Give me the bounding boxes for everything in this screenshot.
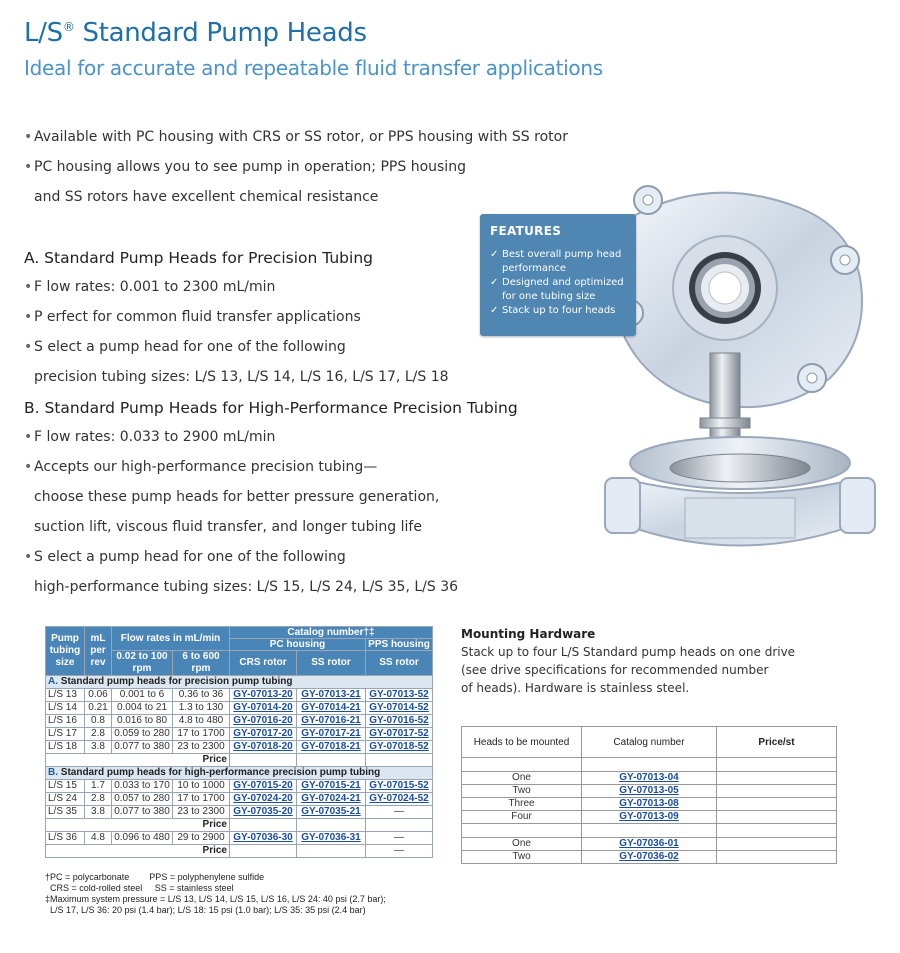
table-row: Two GY-07013-05 [462, 785, 837, 798]
catalog-link[interactable]: GY-07015-21 [297, 780, 366, 793]
table-row: L/S 13 0.06 0.001 to 6 0.36 to 36 GY-07013-20 GY-07013-21 GY-07013-52 [46, 689, 433, 702]
catalog-link[interactable]: GY-07016-20 [230, 715, 297, 728]
feature-item: ✓ Stack up to four heads [490, 305, 616, 316]
col-pc-housing: PC housing [230, 639, 366, 651]
intro-bullet-2-cont: and SS rotors have excellent chemical resistance [34, 189, 379, 205]
catalog-link[interactable]: GY-07017-20 [230, 728, 297, 741]
catalog-link[interactable]: GY-07035-21 [297, 806, 366, 819]
catalog-link[interactable]: GY-07036-01 [582, 838, 717, 851]
intro-bullet-2: • PC housing allows you to see pump in operation; PPS housing [24, 159, 466, 175]
section-a-row: A. Standard pump heads for precision pump tubing [46, 676, 433, 689]
col-flow-high: 6 to 600 rpm [173, 651, 230, 676]
catalog-link[interactable]: GY-07036-02 [582, 851, 717, 864]
catalog-link[interactable]: GY-07016-52 [366, 715, 433, 728]
features-title: FEATURES [490, 224, 562, 238]
section-b-heading: B. Standard Pump Heads for High-Performance Precision Tubing [24, 399, 518, 417]
pump-heads-table [45, 626, 433, 858]
check-icon: ✓ [490, 277, 499, 288]
catalog-link[interactable]: GY-07024-52 [366, 793, 433, 806]
section-a-bullet-1: • F low rates: 0.001 to 2300 mL/min [24, 279, 276, 295]
col-crs-rotor: CRS rotor [230, 651, 297, 676]
col-flow-low: 0.02 to 100 rpm [112, 651, 173, 676]
col-flow-rates: Flow rates in mL/min [112, 627, 230, 651]
catalog-link[interactable]: GY-07016-21 [297, 715, 366, 728]
col-ml-per-rev: mL per rev [85, 627, 112, 676]
mounting-hardware-table [461, 726, 837, 864]
col-ss-rotor: SS rotor [297, 651, 366, 676]
catalog-link[interactable]: GY-07013-05 [582, 785, 717, 798]
section-b-bullet-2-cont-2: suction lift, viscous fluid transfer, and longer tubing life [34, 519, 422, 535]
catalog-link[interactable]: GY-07015-20 [230, 780, 297, 793]
catalog-link[interactable]: GY-07013-04 [582, 772, 717, 785]
table-row: One GY-07036-01 [462, 838, 837, 851]
catalog-link[interactable]: GY-07014-20 [230, 702, 297, 715]
footnote-line: †PC = polycarbonate PPS = polyphenylene sulfide [45, 872, 265, 882]
section-b-bullet-2-cont-1: choose these pump heads for better pressure generation, [34, 489, 440, 505]
section-b-bullet-1: • F low rates: 0.033 to 2900 mL/min [24, 429, 276, 445]
catalog-link[interactable]: GY-07036-31 [297, 832, 366, 845]
feature-item: ✓ Best overall pump head performance [490, 249, 622, 274]
mounting-text-line: Stack up to four L/S Standard pump heads on one drive [461, 645, 796, 659]
table-footnotes [45, 872, 386, 916]
page-subtitle: Ideal for accurate and repeatable fluid transfer applications [24, 56, 603, 80]
section-b-bullet-3: • S elect a pump head for one of the following [24, 549, 346, 565]
catalog-link[interactable]: GY-07018-52 [366, 741, 433, 754]
features-callout [480, 214, 636, 336]
catalog-link[interactable]: GY-07013-09 [582, 811, 717, 824]
catalog-link[interactable]: GY-07013-52 [366, 689, 433, 702]
catalog-link[interactable]: GY-07014-21 [297, 702, 366, 715]
page-title: L/S® Standard Pump Heads [24, 18, 367, 48]
catalog-link[interactable]: GY-07013-20 [230, 689, 297, 702]
col-pump-tubing-size: Pump tubing size [46, 627, 85, 676]
col-catalog-number: Catalog number†‡ [230, 627, 433, 639]
table-row: One GY-07013-04 [462, 772, 837, 785]
unavailable-dash: — [366, 845, 433, 858]
table-row: L/S 14 0.21 0.004 to 21 1.3 to 130 GY-07014-20 GY-07014-21 GY-07014-52 [46, 702, 433, 715]
section-a-heading: A. Standard Pump Heads for Precision Tubing [24, 249, 373, 267]
footnote-line: ‡Maximum system pressure = L/S 13, L/S 14, L/S 15, L/S 16, L/S 24: 40 psi (2.7 bar); [45, 894, 386, 904]
table-row: Four GY-07013-09 [462, 811, 837, 824]
table-row: L/S 35 3.8 0.077 to 380 23 to 2300 GY-07035-20 GY-07035-21 — [46, 806, 433, 819]
catalog-link[interactable]: GY-07024-20 [230, 793, 297, 806]
price-row: Price — [46, 845, 433, 858]
table-row: L/S 17 2.8 0.059 to 280 17 to 1700 GY-07017-20 GY-07017-21 GY-07017-52 [46, 728, 433, 741]
section-a-bullet-3-cont: precision tubing sizes: L/S 13, L/S 14, L/S 16, L/S 17, L/S 18 [34, 369, 449, 385]
catalog-link[interactable]: GY-07024-21 [297, 793, 366, 806]
section-b-row: B. Standard pump heads for high-performance precision pump tubing [46, 767, 433, 780]
mounting-text-line: of heads). Hardware is stainless steel. [461, 681, 690, 695]
footnote-line: CRS = cold-rolled steel SS = stainless steel [45, 883, 234, 893]
catalog-link[interactable]: GY-07013-21 [297, 689, 366, 702]
col-pps-ss-rotor: SS rotor [366, 651, 433, 676]
registered-mark: ® [62, 20, 75, 34]
col-pps-housing: PPS housing [366, 639, 433, 651]
unavailable-dash: — [366, 806, 433, 819]
table-row: L/S 24 2.8 0.057 to 280 17 to 1700 GY-07024-20 GY-07024-21 GY-07024-52 [46, 793, 433, 806]
col-catalog-number: Catalog number [582, 727, 717, 758]
table-row: Two GY-07036-02 [462, 851, 837, 864]
section-b-bullet-2: • Accepts our high-performance precision tubing— [24, 459, 378, 475]
col-price: Price/st [717, 727, 837, 758]
intro-bullet-1: • Available with PC housing with CRS or SS rotor, or PPS housing with SS rotor [24, 129, 568, 145]
mounting-hardware-title: Mounting Hardware [461, 627, 596, 641]
catalog-link[interactable]: GY-07013-08 [582, 798, 717, 811]
mounting-text-line: (see drive specifications for recommended number [461, 663, 769, 677]
catalog-link[interactable]: GY-07015-52 [366, 780, 433, 793]
catalog-link[interactable]: GY-07018-20 [230, 741, 297, 754]
check-icon: ✓ [490, 249, 499, 260]
catalog-link[interactable]: GY-07018-21 [297, 741, 366, 754]
footnote-line: L/S 17, L/S 36: 20 psi (1.4 bar); L/S 18: 15 psi (1.0 bar); L/S 35: 35 psi (2.4 bar) [45, 905, 366, 915]
price-row: Price [46, 819, 433, 832]
price-row: Price [46, 754, 433, 767]
table-row: Three GY-07013-08 [462, 798, 837, 811]
table-row: L/S 18 3.8 0.077 to 380 23 to 2300 GY-07018-20 GY-07018-21 GY-07018-52 [46, 741, 433, 754]
features-list [490, 248, 630, 318]
catalog-link[interactable]: GY-07017-52 [366, 728, 433, 741]
section-a-bullet-3: • S elect a pump head for one of the following [24, 339, 346, 355]
catalog-link[interactable]: GY-07035-20 [230, 806, 297, 819]
check-icon: ✓ [490, 305, 499, 316]
section-b-bullet-3-cont: high-performance tubing sizes: L/S 15, L/S 24, L/S 35, L/S 36 [34, 579, 459, 595]
catalog-link[interactable]: GY-07036-30 [230, 832, 297, 845]
col-heads-to-be-mounted: Heads to be mounted [462, 727, 582, 758]
unavailable-dash: — [366, 832, 433, 845]
table-row: L/S 15 1.7 0.033 to 170 10 to 1000 GY-07015-20 GY-07015-21 GY-07015-52 [46, 780, 433, 793]
feature-item: ✓ Designed and optimized for one tubing size [490, 277, 624, 302]
section-a-bullet-2: • P erfect for common fluid transfer applications [24, 309, 361, 325]
table-row: L/S 16 0.8 0.016 to 80 4.8 to 480 GY-07016-20 GY-07016-21 GY-07016-52 [46, 715, 433, 728]
catalog-link[interactable]: GY-07017-21 [297, 728, 366, 741]
table-row: L/S 36 4.8 0.096 to 480 29 to 2900 GY-07036-30 GY-07036-31 — [46, 832, 433, 845]
catalog-link[interactable]: GY-07014-52 [366, 702, 433, 715]
